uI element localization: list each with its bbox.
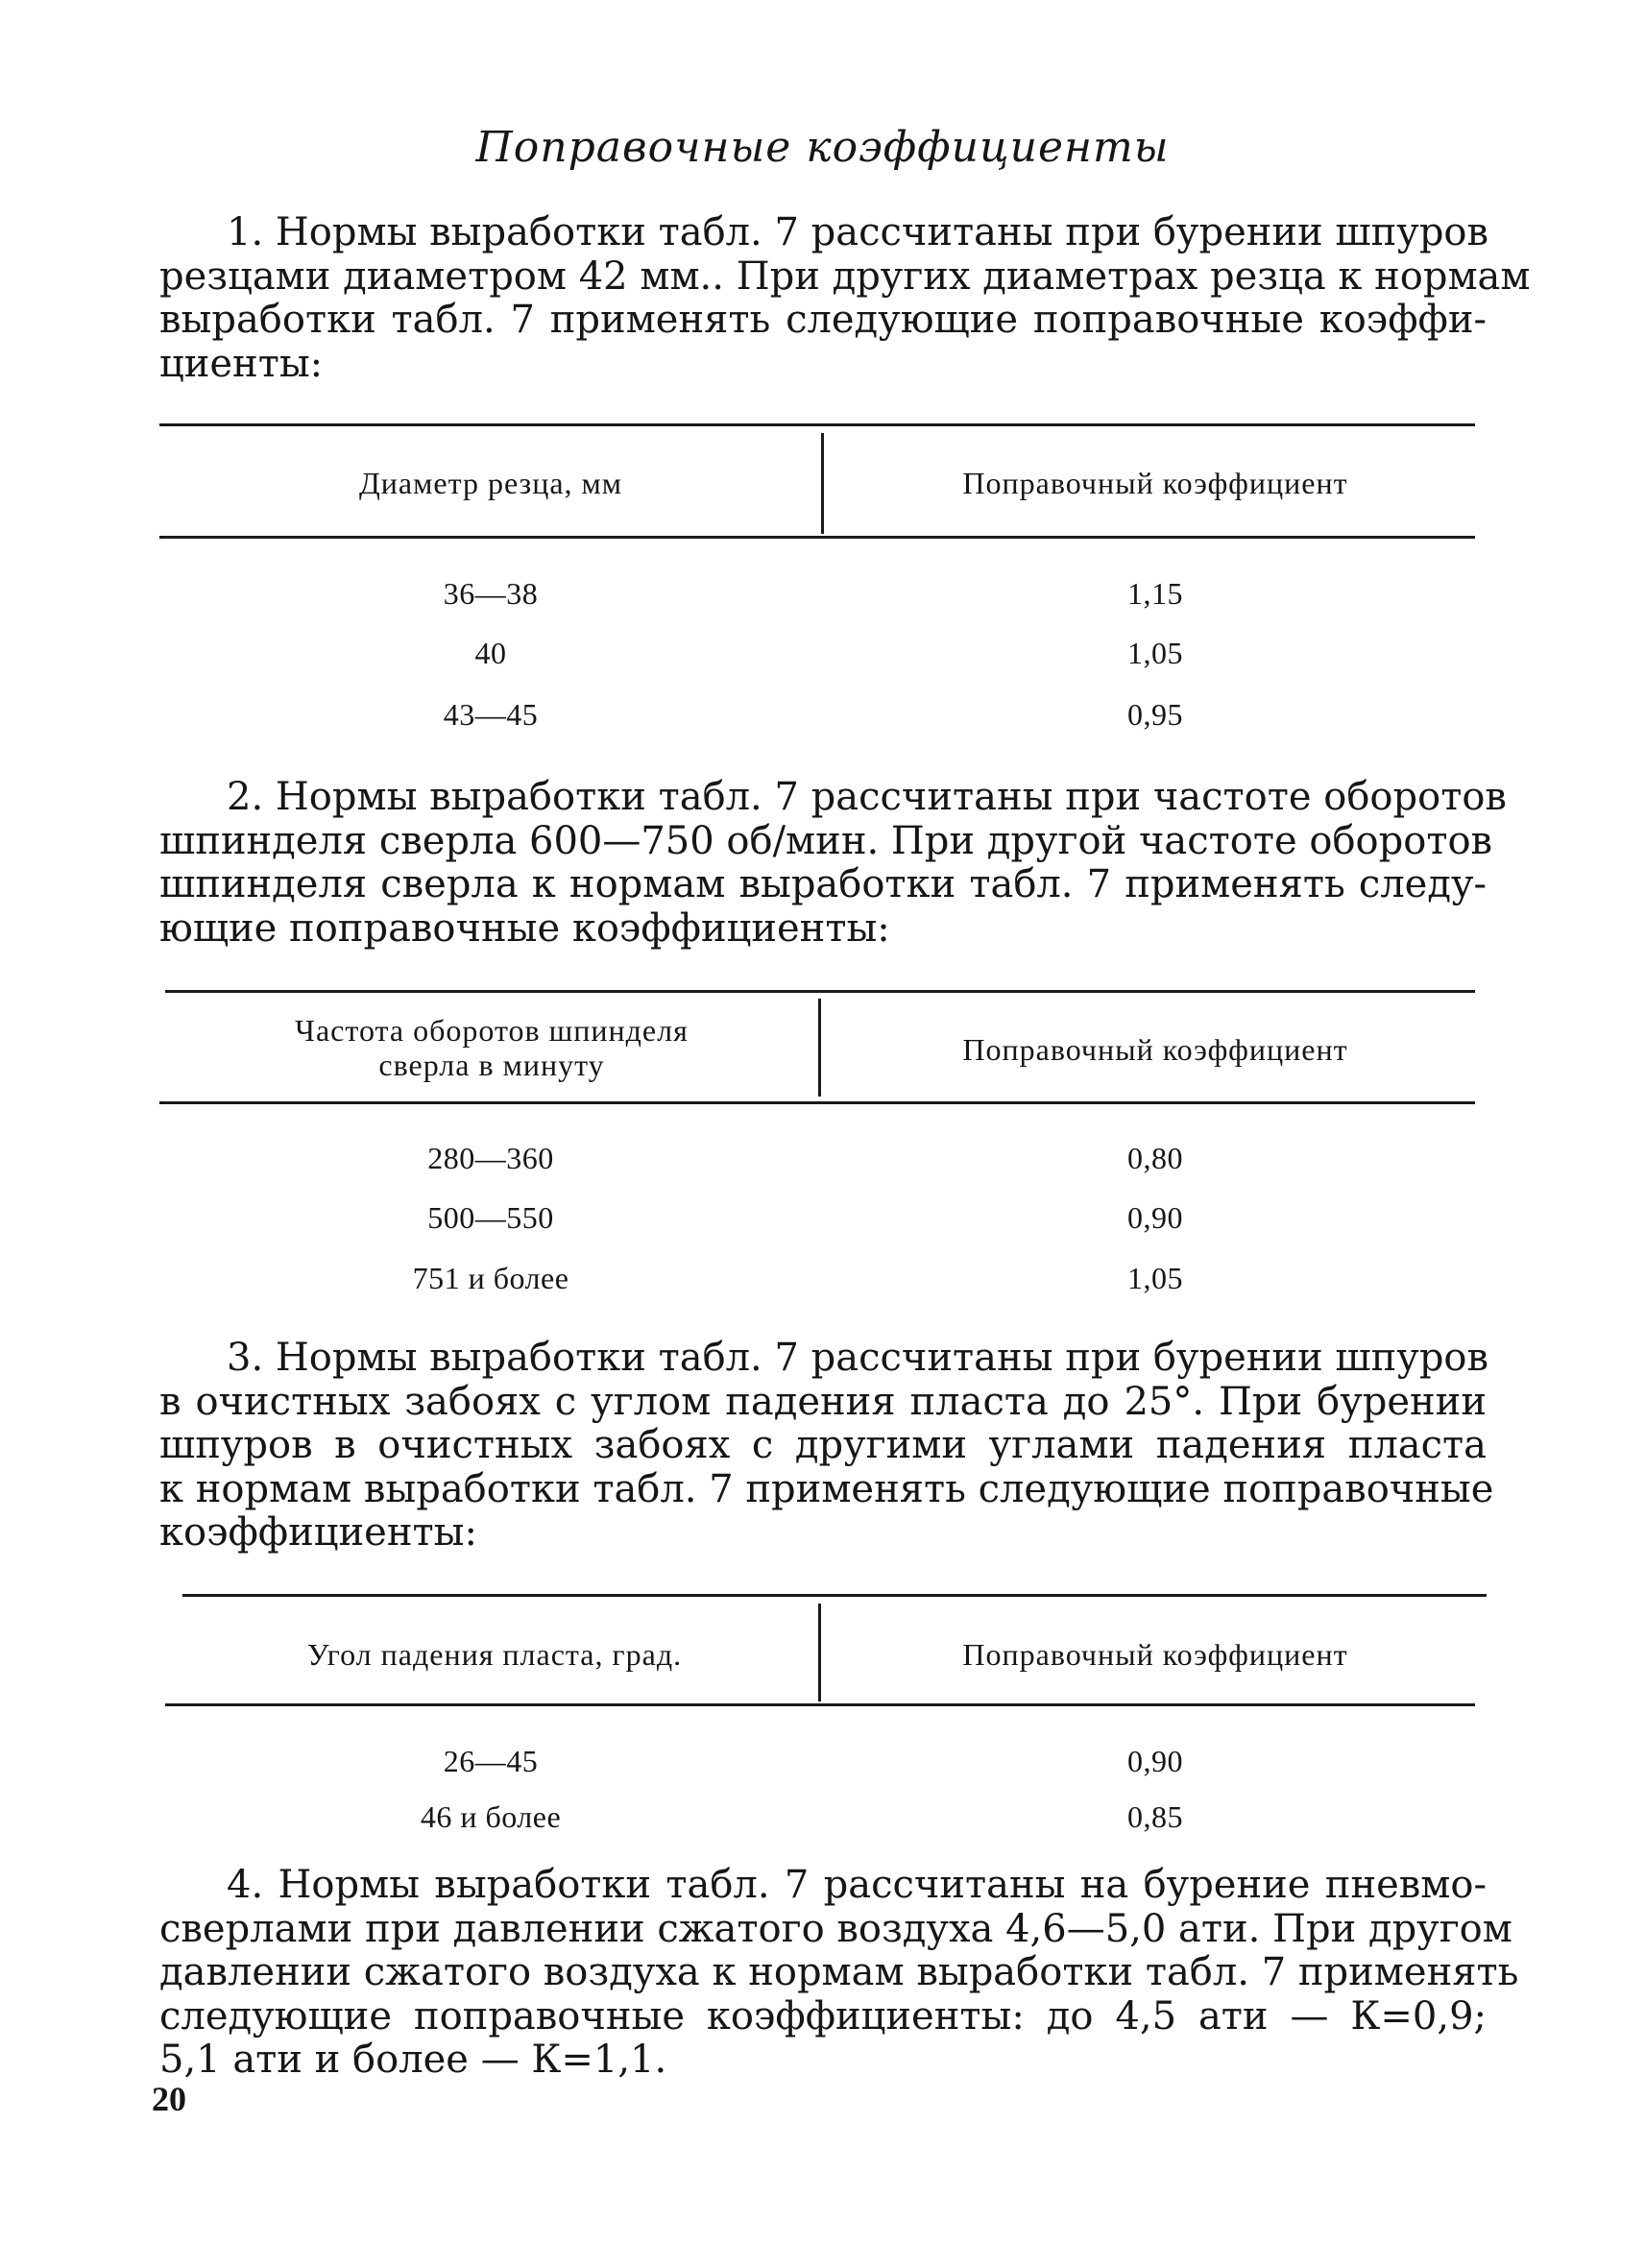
table-cell: 1,05 [1127, 1261, 1183, 1295]
paragraph-line: в очистных забоях с углом падения пласта до 25°. При бурении [159, 1379, 1487, 1424]
table-header-col1: Диаметр резца, мм [358, 466, 623, 500]
paragraph-3 [159, 1336, 1494, 1556]
table-cell: 1,05 [1127, 636, 1183, 670]
paragraph-line: выработки табл. 7 применять следующие поправочные коэффи- [159, 298, 1487, 342]
table-header-col2: Поправочный коэффициент [962, 1637, 1348, 1672]
table-column-divider [818, 1604, 821, 1701]
paragraph-line: давлении сжатого воздуха к нормам выработки табл. 7 применять [159, 1950, 1519, 1994]
table-header-col2: Поправочный коэффициент [962, 1032, 1348, 1067]
paragraph-line: циенты: [159, 341, 324, 386]
paragraph-line: шпинделя сверла к нормам выработки табл. 7 применять следу- [159, 862, 1487, 906]
paragraph-line: сверлами при давлении сжатого воздуха 4,6—5,0 ати. При другом [159, 1906, 1512, 1951]
table-cell: 36—38 [443, 576, 539, 611]
table-cell: 500—550 [427, 1200, 554, 1235]
paragraph-line: 3. Нормы выработки табл. 7 рассчитаны при бурении шпуров [227, 1336, 1489, 1380]
paragraph-line: к нормам выработки табл. 7 применять следующие поправочные [159, 1466, 1494, 1511]
table-header-col1: сверла в минуту [378, 1048, 605, 1082]
paragraph-line: ющие поправочные коэффициенты: [159, 905, 890, 951]
table-cell: 0,90 [1127, 1744, 1183, 1778]
table-top-rule [159, 423, 1475, 426]
table-header-rule [159, 536, 1475, 539]
paragraph-line: следующие поправочные коэффициенты: до 4,5 ати — К=0,9; [159, 1993, 1487, 2039]
paragraph-4 [159, 1863, 1519, 2083]
page-title: Поправочные коэффициенты [475, 123, 1170, 172]
table-header-col1: Частота оборотов шпинделя [295, 1013, 689, 1048]
paragraph-line: резцами диаметром 42 мм.. При других диаметрах резца к нормам [159, 253, 1531, 299]
table-top-rule [165, 990, 1475, 993]
paragraph-line: 2. Нормы выработки табл. 7 рассчитаны при частоте оборотов [227, 775, 1507, 819]
table-cell: 46 и более [420, 1799, 562, 1834]
table-cell: 0,95 [1127, 697, 1183, 732]
table-header-rule [159, 1101, 1475, 1104]
table-top-rule [182, 1594, 1487, 1597]
table-cell: 1,15 [1127, 576, 1183, 611]
table-header-col1: Угол падения пласта, град. [306, 1637, 683, 1672]
paragraph-line: шпуров в очистных забоях с другими углами падения пласта [159, 1423, 1487, 1467]
table-cell: 43—45 [443, 697, 539, 732]
paragraph-line: 5,1 ати и более — К=1,1. [159, 2038, 667, 2082]
table-cell: 751 и более [412, 1261, 569, 1295]
paragraph-line: коэффициенты: [159, 1510, 477, 1555]
table-cell: 26—45 [443, 1744, 539, 1778]
table-header-rule [165, 1703, 1475, 1706]
table-cell: 280—360 [427, 1141, 554, 1175]
paragraph-line: шпинделя сверла 600—750 об/мин. При другой частоте оборотов [159, 818, 1493, 863]
paragraph-2 [159, 775, 1507, 951]
table-cell: 0,90 [1127, 1200, 1183, 1235]
table-header-col2: Поправочный коэффициент [962, 466, 1348, 500]
table-cell: 0,85 [1127, 1799, 1183, 1834]
table-column-divider [818, 999, 821, 1097]
table-cell: 0,80 [1127, 1141, 1183, 1175]
paragraph-line: 4. Нормы выработки табл. 7 рассчитаны на бурение пневмо- [227, 1863, 1487, 1907]
paragraph-1 [159, 210, 1531, 386]
page-number: 20 [152, 2080, 186, 2118]
table-cell: 40 [474, 636, 507, 670]
paragraph-line: 1. Нормы выработки табл. 7 рассчитаны при бурении шпуров [227, 210, 1489, 254]
